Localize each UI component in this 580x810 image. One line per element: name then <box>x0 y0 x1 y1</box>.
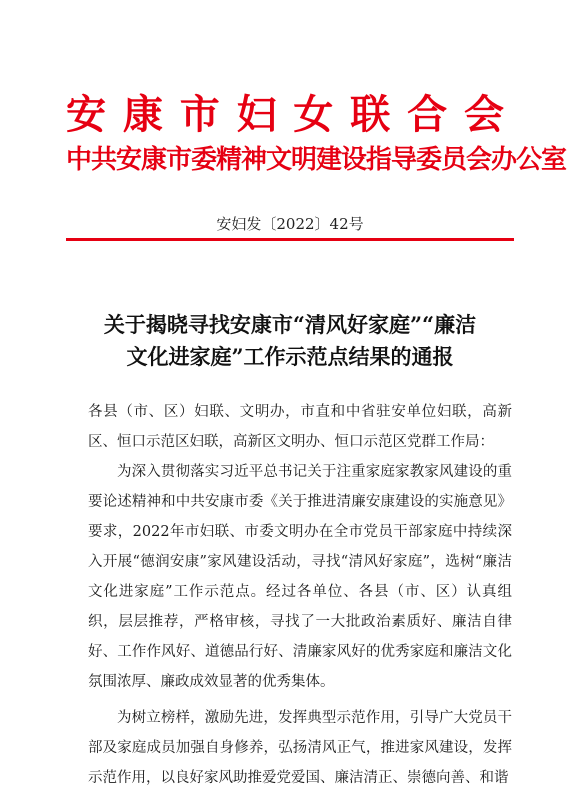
document-number: 安妇发〔2022〕42号 <box>216 215 364 233</box>
salutation: 各县（市、区）妇联、文明办，市直和中省驻安单位妇联，高新区、恒口示范区妇联，高新区文明办、恒口示范区党群工作局： <box>88 404 512 450</box>
document-body <box>88 397 512 793</box>
document-title <box>60 309 520 373</box>
red-rule-divider <box>66 238 514 241</box>
paragraph-2: 为树立榜样，激励先进，发挥典型示范作用，引导广大党员干部及家庭成员加强自身修养，弘扬清风正气，推进家风建设，发挥示范作用，以良好家风助推爱党爱国、廉洁清正、崇德向善、和谐 <box>88 710 512 786</box>
paragraph-1: 为深入贯彻落实习近平总书记关于注重家庭家教家风建设的重要论述精神和中共安康市委《关于推进清廉安康建设的实施意见》要求，2022年市妇联、市委文明办在全市党员干部家庭中持续深入开展“德润安康”家风建设活动，寻找“清风好家庭”，选树“廉洁文化进家庭”工作示范点。经过各单位、各县（市、区）认真组织，层层推荐，严格审核，寻找了一大批政治素质好、廉洁自律好、工作作风好、道德品行好、清廉家风好的优秀家庭和廉洁文化氛围浓厚、廉政成效显著的优秀集体。 <box>88 464 512 690</box>
title-line-1: 关于揭晓寻找安康市“清风好家庭”“廉洁 <box>103 312 477 337</box>
issuing-org-women-federation: 安康市妇女联合会 <box>66 91 506 138</box>
issuing-org-civilization-office: 中共安康市委精神文明建设指导委员会办公室 <box>66 145 567 175</box>
title-line-2: 文化进家庭”工作示范点结果的通报 <box>126 344 454 369</box>
